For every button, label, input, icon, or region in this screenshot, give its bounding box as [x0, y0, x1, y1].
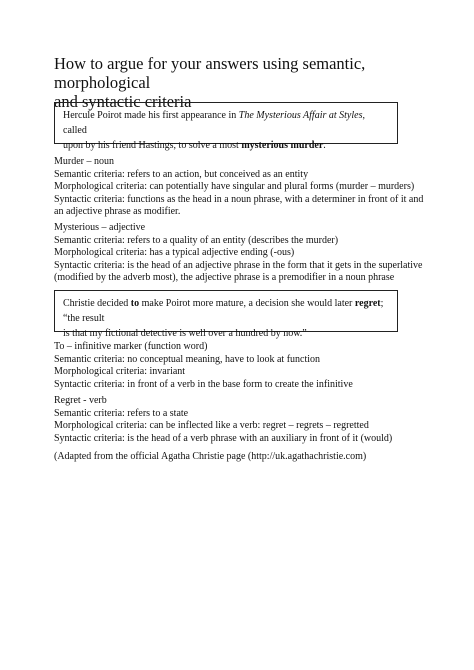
- regret-syntactic: Syntactic criteria: is the head of a verb phrase with an auxiliary in front of it (would): [54, 432, 393, 444]
- mysterious-syntactic-2: (modified by the adverb most), the adjective phrase is a premodifier in a noun phrase: [54, 272, 395, 284]
- regret-heading: Regret - verb: [54, 395, 107, 406]
- murder-syntactic-2: an adjective phrase as modifier.: [54, 206, 181, 218]
- mysterious-heading: Mysterious – adjective: [54, 222, 146, 233]
- mysterious-morphological: Morphological criteria: has a typical adjective ending (-ous): [54, 247, 295, 259]
- source-note: (Adapted from the official Agatha Christie page (http://uk.agathachristie.com): [54, 451, 367, 462]
- title-line-1: How to argue for your answers using semantic, morphological: [54, 54, 366, 92]
- section-to: [54, 341, 454, 391]
- highlight-regret: regret: [354, 298, 381, 309]
- murder-heading: Murder – noun: [54, 156, 114, 167]
- box1-text-c: upon by his friend Hastings, to solve a most: [63, 140, 242, 151]
- box2-text-c: ; “the result: [63, 298, 384, 324]
- box1-text-b: , called: [63, 110, 365, 136]
- mysterious-semantic: Semantic criteria: refers to a quality of an entity (describes the murder): [54, 234, 339, 246]
- mysterious-syntactic-1: Syntactic criteria: is the head of an adjective phrase in the form that it gets in the superlative: [54, 259, 423, 271]
- box2-line-2: is that my fictional detective is well over a hundred by now.”: [63, 328, 307, 339]
- murder-morphological: Morphological criteria: can potentially have singular and plural forms (murder – murders): [54, 181, 415, 193]
- section-regret: [54, 395, 454, 445]
- section-murder: [54, 156, 454, 219]
- highlight-to: to: [130, 298, 140, 309]
- regret-semantic: Semantic criteria: refers to a state: [54, 407, 189, 419]
- box1-line-1: [63, 108, 389, 138]
- to-semantic: Semantic criteria: no conceptual meaning, have to look at function: [54, 353, 321, 365]
- box1-line-2: [63, 138, 389, 153]
- example-box-poirot: [54, 102, 398, 151]
- murder-semantic: Semantic criteria: refers to an action, but conceived as an entity: [54, 168, 309, 180]
- to-morphological: Morphological criteria: invariant: [54, 366, 186, 378]
- box1-text-a: Hercule Poirot made his first appearance in: [63, 110, 239, 121]
- title-line-2: and syntactic criteria: [54, 92, 192, 111]
- book-title: The Mysterious Affair at Styles: [238, 110, 363, 121]
- to-heading: To – infinitive marker (function word): [54, 341, 208, 352]
- murder-syntactic-1: Syntactic criteria: functions as the head in a noun phrase, with a determiner in front of it and: [54, 193, 424, 205]
- box1-text-d: .: [323, 140, 326, 151]
- box2-line-1: [63, 296, 389, 326]
- example-box-christie: [54, 290, 398, 339]
- section-mysterious: [54, 222, 454, 285]
- to-syntactic: Syntactic criteria: in front of a verb in the base form to create the infinitive: [54, 378, 353, 390]
- box2-text-a: Christie decided: [63, 298, 131, 309]
- highlight-mysterious-murder: mysterious murder: [241, 140, 324, 151]
- regret-morphological: Morphological criteria: can be inflected like a verb: regret – regrets – regretted: [54, 420, 369, 432]
- box2-text-b: make Poirot more mature, a decision she would later: [139, 298, 355, 309]
